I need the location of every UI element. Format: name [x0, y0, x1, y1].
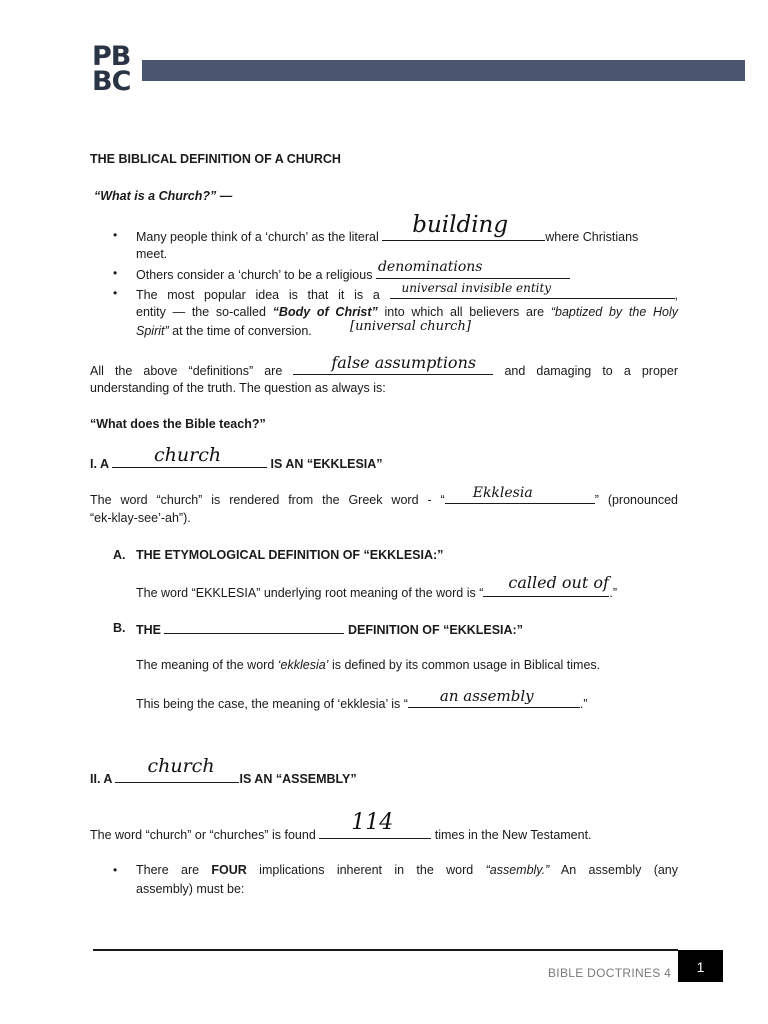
bullet-dot: • [113, 286, 118, 300]
text-span: All the above “definitions” are [90, 364, 283, 378]
bullet-3-comma: , [674, 288, 678, 302]
text-span: I. A [90, 457, 109, 471]
pbbc-logo [92, 41, 138, 97]
para-assumptions-line-2: understanding of the truth. The question as always is: [90, 381, 386, 395]
sub-b-title [136, 621, 523, 637]
bullet-dot: • [113, 266, 118, 280]
bullet-3-line-3 [136, 324, 312, 338]
text-span: at the time of conversion. [168, 324, 312, 338]
text-span: times in the New Testament. [434, 828, 592, 842]
page-number: 1 [678, 950, 723, 982]
text-span: This being the case, the meaning of ‘ekklesia’ is “ [136, 697, 408, 711]
sub-b-para-2 [136, 687, 588, 711]
handwriting-universal-church: [universal church] [350, 319, 471, 334]
header-band [142, 60, 745, 81]
handwriting-false-assumptions: false assumptions [331, 353, 477, 372]
text-span: The word “EKKLESIA” underlying root meaning of the word is “ [136, 586, 484, 600]
fill-blank-an-assembly [408, 687, 580, 708]
four-bold: FOUR [211, 863, 247, 877]
text-span: .” [609, 586, 618, 600]
sub-a-label: A. [113, 548, 126, 562]
handwriting-universal-entity: universal invisible entity [401, 281, 552, 295]
assembly-italic: “assembly.” [485, 863, 550, 877]
handwriting-called-out: called out of [508, 573, 609, 592]
handwriting-denominations: denominations [377, 259, 483, 275]
footer-course: BIBLE DOCTRINES 4 [548, 966, 672, 980]
baptized-quote: “baptized by the Holy [550, 305, 679, 319]
bullet-1 [136, 212, 639, 244]
section-2-heading [90, 755, 357, 786]
bullet-1-text: Many people think of a ‘church’ as the literal [136, 230, 379, 244]
bullet-2 [136, 259, 570, 282]
handwriting-114: 114 [351, 810, 394, 835]
sub-b-label: B. [113, 621, 126, 635]
text-span: There are [136, 863, 212, 877]
fill-blank-church-2 [115, 755, 239, 783]
fill-blank-denominations [376, 259, 570, 279]
sub-b-para-1 [136, 658, 600, 672]
bullet-dot: • [113, 228, 118, 242]
text-span: II. A [90, 772, 112, 786]
fill-blank-church-1 [112, 444, 267, 468]
text-span: entity — the so-called [136, 305, 273, 319]
fill-blank-building [382, 212, 545, 241]
bullet-1-cont: meet. [136, 247, 168, 261]
found-times-text [90, 810, 592, 842]
logo-line-2: BC [92, 66, 131, 97]
text-span: IS AN “EKKLESIA” [270, 457, 383, 471]
sub-a-text [136, 573, 618, 600]
text-span: .” [579, 697, 588, 711]
fill-blank-114 [319, 810, 431, 839]
implications-line-2: assembly) must be: [136, 882, 245, 896]
text-span: and damaging to a proper [504, 364, 678, 378]
text-span: THE [136, 623, 161, 637]
ekklesia-italic: ‘ekklesia’ [277, 658, 329, 672]
bullet-3-line-1 [136, 281, 678, 302]
fill-blank-called-out [483, 573, 609, 597]
section-1-heading [90, 444, 383, 471]
handwriting-church-1: church [154, 444, 222, 466]
para-assumptions-line-1 [90, 353, 678, 378]
text-span: The meaning of the word [136, 658, 278, 672]
page-title: THE BIBLICAL DEFINITION OF A CHURCH [90, 152, 341, 166]
handwriting-ekklesia: Ekklesia [472, 485, 533, 501]
text-span: into which all believers are [377, 305, 551, 319]
fill-blank-ekklesia [445, 485, 595, 504]
fill-blank-universal-entity [390, 281, 675, 299]
bullet-3-text: The most popular idea is that it is a [136, 288, 380, 302]
implications-line-1 [136, 863, 678, 877]
body-of-christ: “Body of Christ” [272, 305, 378, 319]
spirit-quote: Spirit” [136, 324, 169, 338]
text-span: is defined by its common usage in Biblical times. [328, 658, 601, 672]
question-what-is-church: “What is a Church?” — [94, 189, 233, 203]
handwriting-an-assembly: an assembly [439, 687, 534, 705]
logo-line-1: PB [92, 41, 131, 72]
bullet-1-text-end: where Christians [545, 230, 639, 244]
sub-a-title: THE ETYMOLOGICAL DEFINITION OF “EKKLESIA:” [136, 548, 444, 562]
text-span: The word “church” is rendered from the Greek word - “ [90, 493, 445, 507]
fill-blank-definition-type [164, 621, 344, 634]
bullet-3-line-2 [136, 305, 678, 319]
text-span: IS AN “ASSEMBLY” [239, 772, 357, 786]
greek-line-2: “ek-klay-see’-ah”). [90, 511, 191, 525]
greek-line-1 [90, 485, 679, 507]
handwriting-church-2: church [147, 755, 215, 777]
text-span: DEFINITION OF “EKKLESIA:” [347, 623, 523, 637]
bullet-2-text: Others consider a ‘church’ to be a religious [136, 268, 373, 282]
text-span: The word “church” or “churches” is found [90, 828, 316, 842]
question-bible-teach: “What does the Bible teach?” [90, 417, 266, 431]
bullet-dot: • [113, 863, 118, 877]
text-span: implications inherent in the word [246, 863, 486, 877]
handwriting-building: building [412, 212, 509, 238]
fill-blank-false-assumptions [293, 353, 493, 375]
footer-rule [93, 949, 678, 951]
text-span: An assembly (any [549, 863, 679, 877]
text-span: ” (pronounced [594, 493, 679, 507]
